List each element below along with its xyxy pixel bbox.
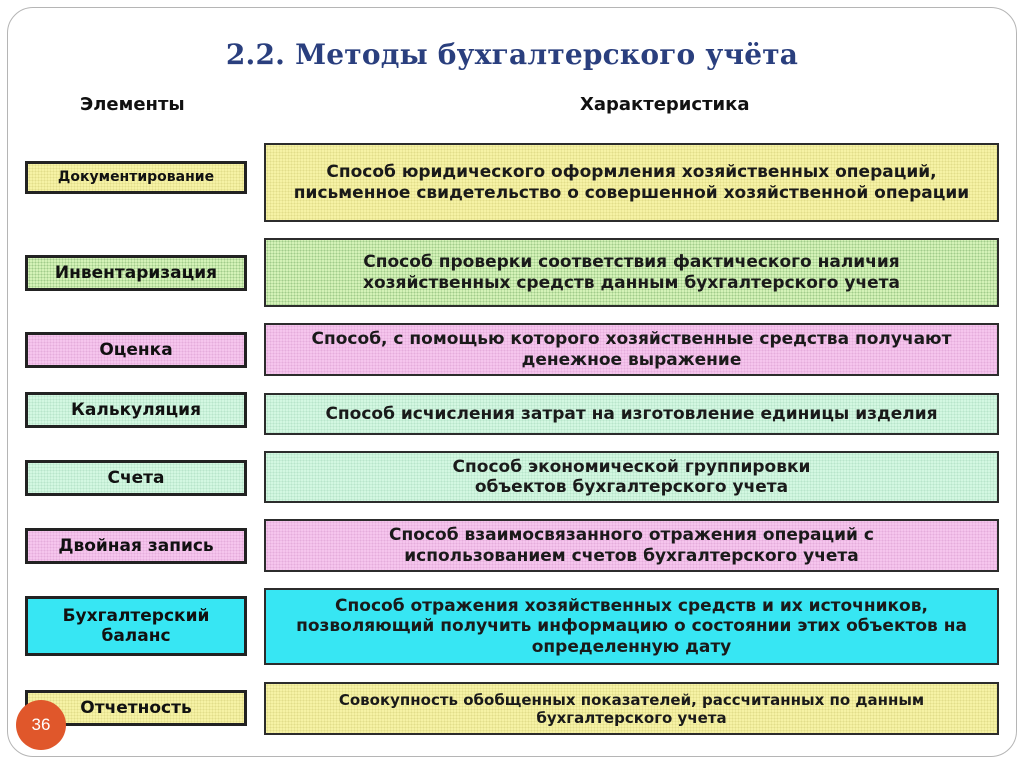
element-box-documentation: Документирование xyxy=(25,161,247,194)
element-box-calculation: Калькуляция xyxy=(25,392,247,428)
element-box-valuation: Оценка xyxy=(25,332,247,368)
element-box-balance-sheet: Бухгалтерский баланс xyxy=(25,596,247,656)
description-box-valuation: Способ, с помощью которого хозяйственные средства получают денежное выражение xyxy=(264,323,999,376)
description-box-documentation: Способ юридического оформления хозяйственных операций, письменное свидетельство о совершенной хозяйственной операции xyxy=(264,143,999,222)
description-box-calculation: Способ исчисления затрат на изготовление единицы изделия xyxy=(264,393,999,435)
slide-title: 2.2. Методы бухгалтерского учёта xyxy=(225,38,799,71)
description-box-inventory: Способ проверки соответствия фактического наличия хозяйственных средств данным бухгалтерского учета xyxy=(264,238,999,307)
characteristic-column-header: Характеристика xyxy=(580,94,750,115)
elements-column-header: Элементы xyxy=(80,94,185,115)
element-box-inventory: Инвентаризация xyxy=(25,255,247,291)
element-box-accounts: Счета xyxy=(25,460,247,496)
description-box-double-entry: Способ взаимосвязанного отражения операций с использованием счетов бухгалтерского учета xyxy=(264,519,999,572)
element-box-double-entry: Двойная запись xyxy=(25,528,247,564)
description-box-balance-sheet: Способ отражения хозяйственных средств и их источников, позволяющий получить информацию о состоянии этих объектов на определенную дату xyxy=(264,588,999,665)
description-box-accounts: Способ экономической группировки объектов бухгалтерского учета xyxy=(264,451,999,503)
description-box-reporting: Совокупность обобщенных показателей, рассчитанных по данным бухгалтерского учета xyxy=(264,682,999,735)
element-box-reporting: Отчетность xyxy=(25,690,247,726)
page-number-badge: 36 xyxy=(16,700,66,750)
